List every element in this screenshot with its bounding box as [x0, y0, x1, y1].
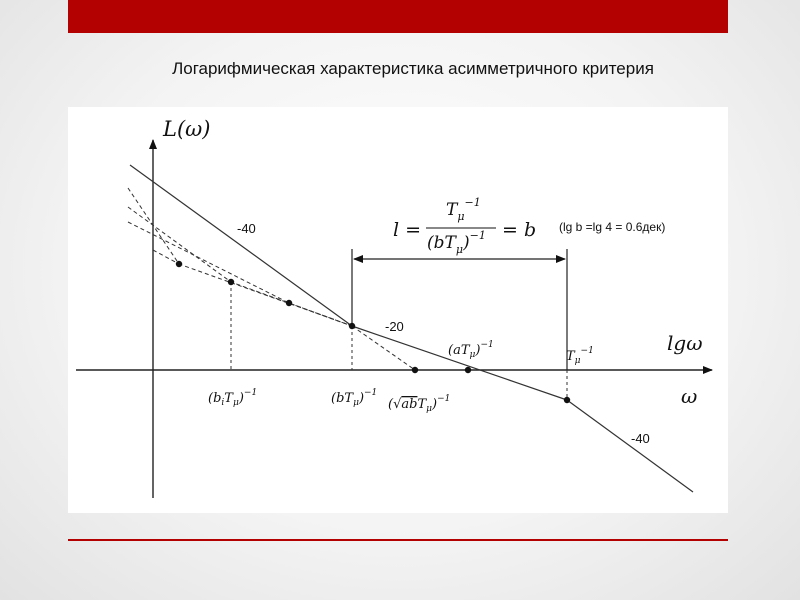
dashed-extension [352, 326, 415, 370]
interval-formula [393, 196, 665, 256]
point-T [564, 397, 570, 403]
point-1 [176, 261, 182, 267]
y-axis-label: L(ω) [163, 117, 211, 141]
slide-title: Логарифмическая характеристика асимметричного критерия [172, 59, 654, 78]
label-bT: $(bT_\mu)^{-1}$ [331, 388, 378, 408]
asymptote-segment-1 [130, 165, 352, 326]
slope-label-middle: -20 [385, 319, 404, 334]
point-bT [349, 323, 355, 329]
point-sqrt [412, 367, 418, 373]
formula-equals-b: = b [502, 219, 537, 241]
formula-denominator: $(bT_\mu)^{-1}$ [427, 229, 486, 256]
formula-numerator: $T_\mu^{-1}$ [446, 196, 481, 223]
point-3 [286, 300, 292, 306]
asymptote-segment-2 [352, 326, 567, 400]
dashed-curve-1 [128, 188, 352, 326]
label-sqrt-abT: $(√abT_\mu)^{-1}$ [388, 394, 451, 414]
point-aT [465, 367, 471, 373]
slope-label-lower: -40 [631, 431, 650, 446]
dashed-curve-4 [153, 250, 179, 264]
label-T: $T_\mu^{-1}$ [566, 346, 594, 366]
slope-label-upper: -40 [237, 221, 256, 236]
point-2 [228, 279, 234, 285]
label-bi-T: $(b_iT_\mu)^{-1}$ [208, 388, 258, 408]
asymptote-segment-3 [567, 400, 693, 492]
x-axis-log-label: lgω [667, 331, 703, 355]
label-aT: $(aT_\mu)^{-1}$ [448, 340, 494, 360]
formula-note: (lg b =lg 4 = 0.6дек) [559, 220, 666, 234]
x-axis-omega-label: ω [681, 384, 698, 408]
formula-lhs: l = [393, 219, 422, 241]
